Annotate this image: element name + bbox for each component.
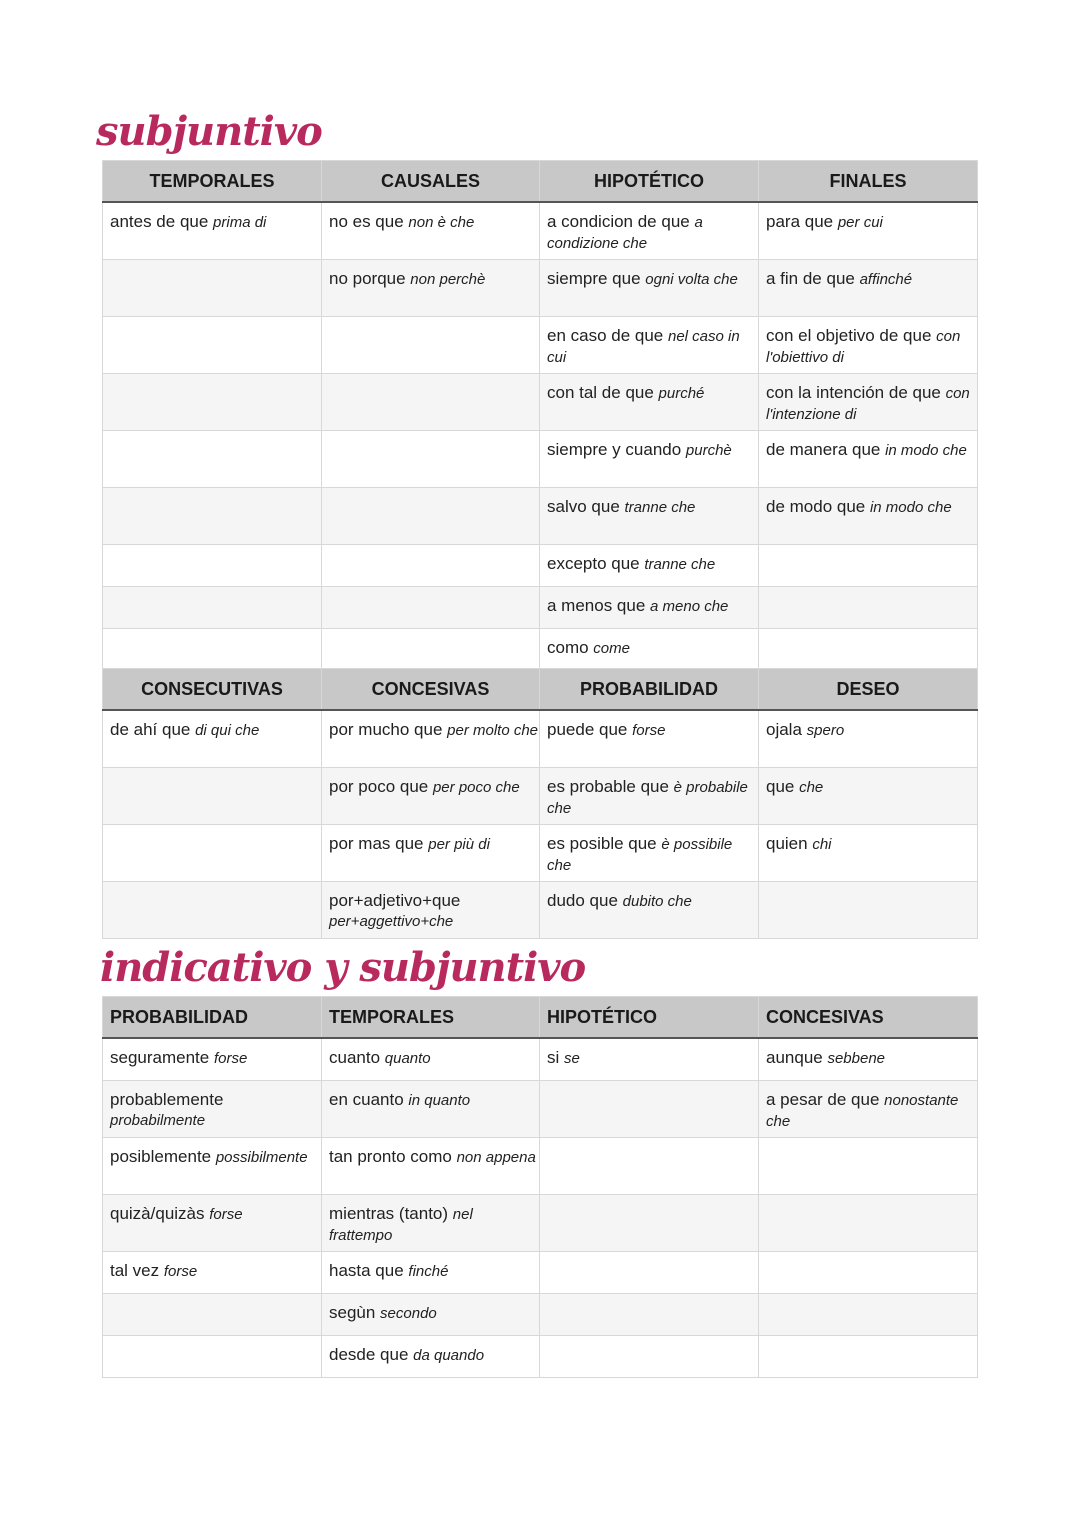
table-cell <box>322 629 540 671</box>
table-cell: ojala spero <box>759 710 978 768</box>
table-row <box>103 825 978 882</box>
table-cell: dudo que dubito che <box>540 882 759 939</box>
table-cell: posiblemente possibilmente <box>103 1138 322 1195</box>
table-cell: por poco que per poco che <box>322 768 540 825</box>
table-cell: de ahí que di qui che <box>103 710 322 768</box>
table-cell <box>322 374 540 431</box>
table-cell <box>759 545 978 587</box>
table-row <box>103 374 978 431</box>
table-cell <box>103 374 322 431</box>
table-cell <box>103 260 322 317</box>
table-cell: cuanto quanto <box>322 1038 540 1081</box>
table-cell <box>103 587 322 629</box>
table-row <box>103 1195 978 1252</box>
table-cell: siempre que ogni volta che <box>540 260 759 317</box>
table-row <box>103 710 978 768</box>
header-probabilidad: PROBABILIDAD <box>103 997 322 1039</box>
table-cell <box>322 488 540 545</box>
table-cell: quien chi <box>759 825 978 882</box>
table-cell: a fin de que affinché <box>759 260 978 317</box>
table-cell <box>540 1336 759 1378</box>
table-cell: no porque non perchè <box>322 260 540 317</box>
table-cell <box>759 1336 978 1378</box>
table-cell: por+adjetivo+que per+aggettivo+che <box>322 882 540 939</box>
table-cell: con el objetivo de que con l'obiettivo di <box>759 317 978 374</box>
table-cell: es posible que è possibile che <box>540 825 759 882</box>
table-cell <box>540 1294 759 1336</box>
table-cell: con la intención de que con l'intenzione di <box>759 374 978 431</box>
table-cell: tal vez forse <box>103 1252 322 1294</box>
table-cell <box>103 882 322 939</box>
table-row <box>103 629 978 671</box>
table-cell <box>103 545 322 587</box>
table-cell: antes de que prima di <box>103 202 322 260</box>
header-finales: FINALES <box>759 161 978 203</box>
table-cell <box>540 1252 759 1294</box>
table-cell: desde que da quando <box>322 1336 540 1378</box>
table-cell: como come <box>540 629 759 671</box>
table-cell: puede que forse <box>540 710 759 768</box>
table-cell <box>103 1294 322 1336</box>
table-cell: quizà/quizàs forse <box>103 1195 322 1252</box>
table-row <box>103 587 978 629</box>
subjuntivo-table-2 <box>102 668 978 939</box>
table-cell: en caso de que nel caso in cui <box>540 317 759 374</box>
table-cell: por mucho que per molto che <box>322 710 540 768</box>
table-row <box>103 202 978 260</box>
table-cell: no es que non è che <box>322 202 540 260</box>
table-cell: de modo que in modo che <box>759 488 978 545</box>
section-title-subjuntivo: subjuntivo <box>96 108 322 155</box>
table-cell: para que per cui <box>759 202 978 260</box>
header-hipotetico: HIPOTÉTICO <box>540 997 759 1039</box>
header-causales: CAUSALES <box>322 161 540 203</box>
table-row <box>103 768 978 825</box>
table-cell <box>103 488 322 545</box>
table-cell <box>103 317 322 374</box>
indicativo-subjuntivo-table <box>102 996 978 1378</box>
header-consecutivas: CONSECUTIVAS <box>103 669 322 711</box>
table-cell: aunque sebbene <box>759 1038 978 1081</box>
table-cell: a menos que a meno che <box>540 587 759 629</box>
table-row <box>103 488 978 545</box>
table-cell: siempre y cuando purchè <box>540 431 759 488</box>
table-row <box>103 1336 978 1378</box>
table-cell <box>759 1294 978 1336</box>
table-cell <box>759 629 978 671</box>
table-cell: en cuanto in quanto <box>322 1081 540 1138</box>
table-row <box>103 1038 978 1081</box>
header-concesivas: CONCESIVAS <box>759 997 978 1039</box>
table-cell <box>540 1081 759 1138</box>
header-temporales: TEMPORALES <box>103 161 322 203</box>
table-cell: tan pronto como non appena <box>322 1138 540 1195</box>
table-cell <box>322 431 540 488</box>
table-row <box>103 1138 978 1195</box>
table-cell <box>322 545 540 587</box>
header-temporales: TEMPORALES <box>322 997 540 1039</box>
header-concesivas: CONCESIVAS <box>322 669 540 711</box>
table-cell <box>103 768 322 825</box>
table-cell: excepto que tranne che <box>540 545 759 587</box>
table-row <box>103 317 978 374</box>
table-cell: por mas que per più di <box>322 825 540 882</box>
table-cell: segùn secondo <box>322 1294 540 1336</box>
table-cell <box>540 1195 759 1252</box>
table-cell: a condicion de que a condizione che <box>540 202 759 260</box>
section-title-indicativo-y-subjuntivo: indicativo y subjuntivo <box>100 944 586 991</box>
table-cell <box>103 1336 322 1378</box>
table-cell <box>759 1138 978 1195</box>
table-cell <box>759 587 978 629</box>
table-row <box>103 882 978 939</box>
table-cell <box>103 629 322 671</box>
header-hipotetico: HIPOTÉTICO <box>540 161 759 203</box>
table-cell: hasta que finché <box>322 1252 540 1294</box>
header-probabilidad: PROBABILIDAD <box>540 669 759 711</box>
table-row <box>103 431 978 488</box>
table-cell <box>540 1138 759 1195</box>
table-row <box>103 545 978 587</box>
table-cell: de manera que in modo che <box>759 431 978 488</box>
table-cell: mientras (tanto) nel frattempo <box>322 1195 540 1252</box>
table-cell <box>759 1195 978 1252</box>
table-row <box>103 1294 978 1336</box>
table-cell: que che <box>759 768 978 825</box>
table-cell <box>322 317 540 374</box>
table-cell: con tal de que purché <box>540 374 759 431</box>
table-cell <box>103 825 322 882</box>
table-row <box>103 1081 978 1138</box>
table-cell: probablemente probabilmente <box>103 1081 322 1138</box>
header-deseo: DESEO <box>759 669 978 711</box>
table-cell: es probable que è probabile che <box>540 768 759 825</box>
table-cell <box>759 1252 978 1294</box>
subjuntivo-table-1 <box>102 160 978 671</box>
table-cell <box>759 882 978 939</box>
table-cell: si se <box>540 1038 759 1081</box>
table-cell: a pesar de que nonostante che <box>759 1081 978 1138</box>
table-cell: salvo que tranne che <box>540 488 759 545</box>
table-row <box>103 260 978 317</box>
table-row <box>103 1252 978 1294</box>
table-cell <box>103 431 322 488</box>
table-cell: seguramente forse <box>103 1038 322 1081</box>
table-cell <box>322 587 540 629</box>
